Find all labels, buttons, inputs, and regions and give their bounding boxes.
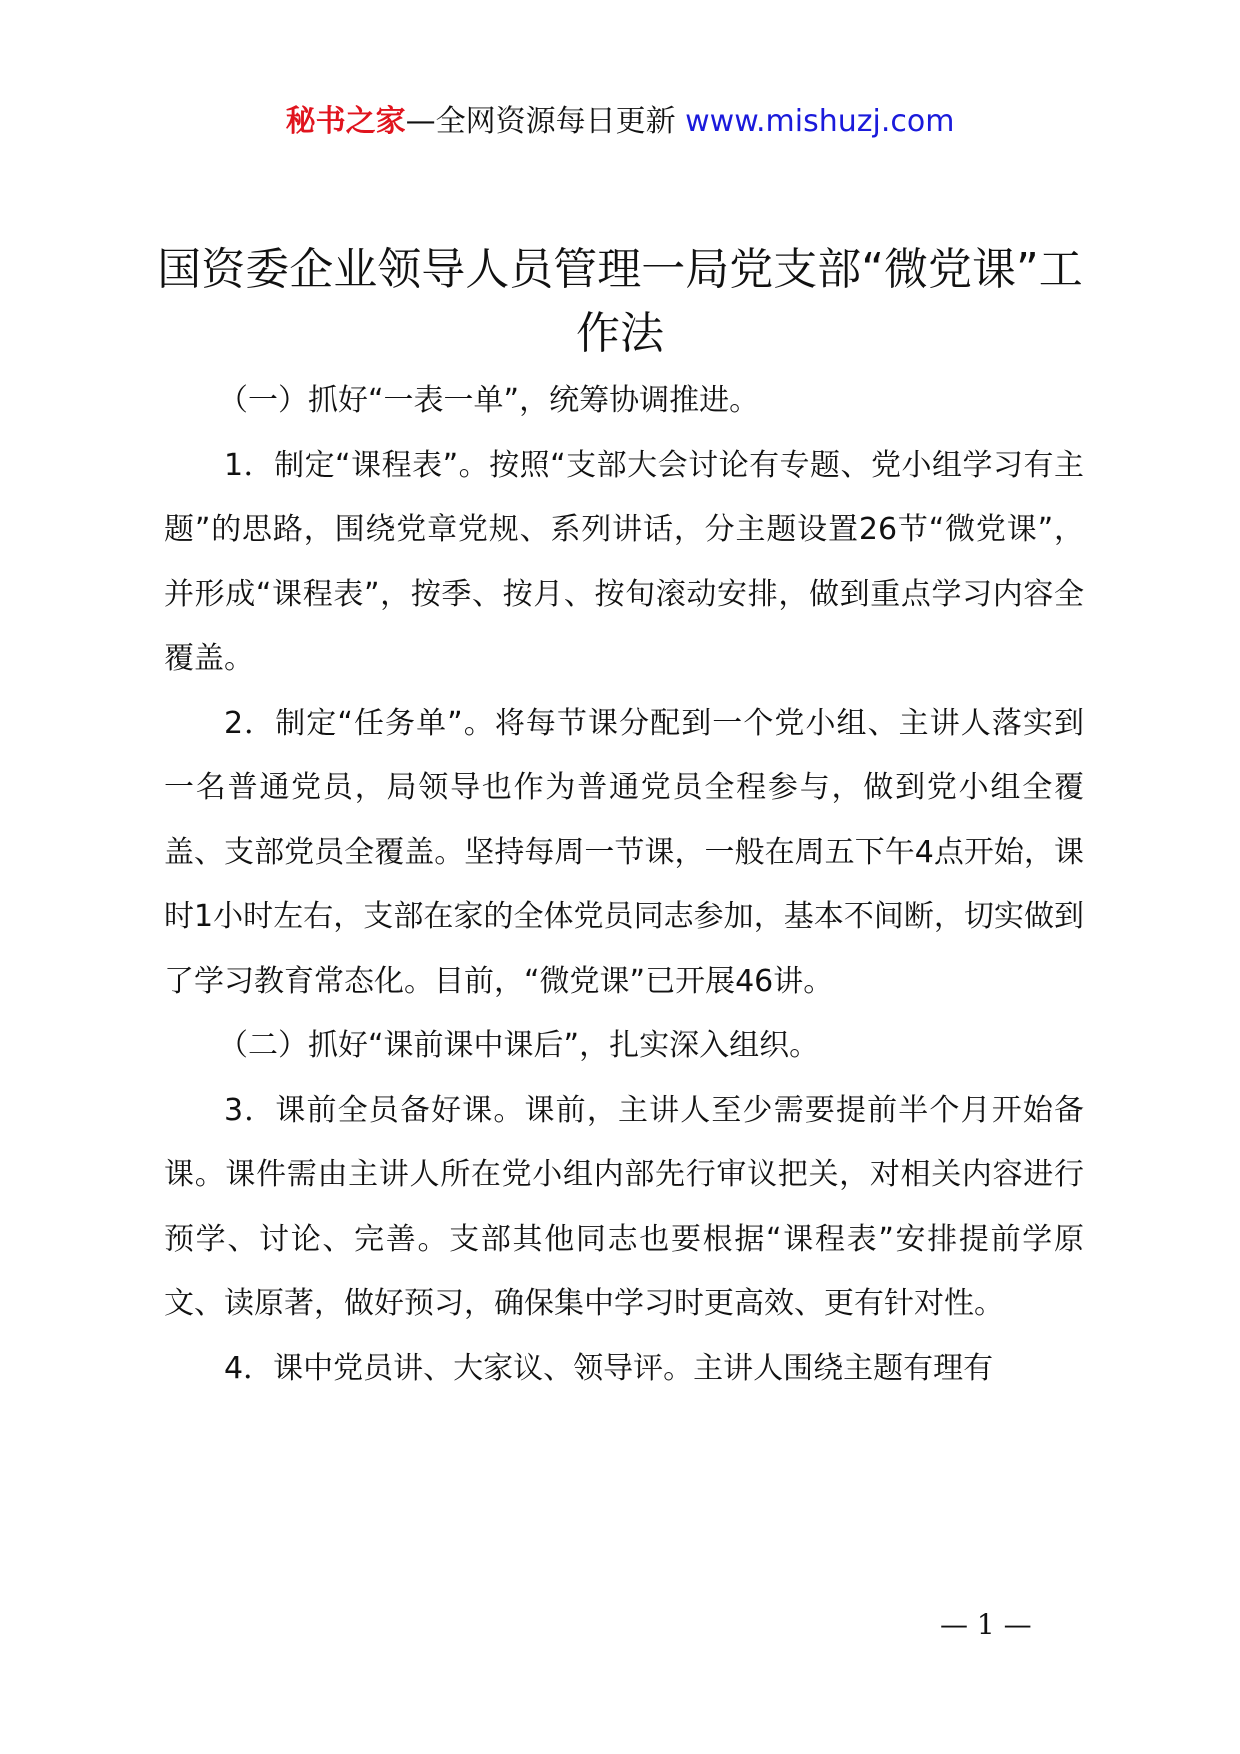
section-heading-2: （二）抓好“课前课中课后”，扎实深入组织。 — [218, 1028, 820, 1063]
site-url-link[interactable]: www.mishuzj.com — [685, 104, 955, 139]
paragraph-1: 1．制定“课程表”。按照“支部大会讨论有专题、党小组学习有主题”的思路，围绕党章党规、系列讲话，分主题设置26节“微党课”，并形成“课程表”，按季、按月、按旬滚动安排，做到重点学习内容全覆盖。 — [164, 447, 1084, 676]
document-title: 国资委企业领导人员管理一局党支部“微党课”工作法 — [157, 244, 1083, 359]
paragraph-2: 2．制定“任务单”。将每节课分配到一个党小组、主讲人落实到一名普通党员，局领导也作为普通党员全程参与，做到党小组全覆盖、支部党员全覆盖。坚持每周一节课，一般在周五下午4点开始，课时1小时左右，支部在家的全体党员同志参加，基本不间断，切实做到了学习教育常态化。目前，“微党课”已开展46讲。 — [164, 705, 1084, 999]
site-slogan: —全网资源每日更新 — [405, 104, 686, 139]
page-number: — 1 — — [940, 1608, 1032, 1641]
section-heading-1: （一）抓好“一表一单”，统筹协调推进。 — [218, 383, 760, 418]
site-header — [0, 102, 1240, 142]
site-brand: 秘书之家 — [285, 104, 406, 139]
paragraph-3: 3．课前全员备好课。课前，主讲人至少需要提前半个月开始备课。课件需由主讲人所在党小组内部先行审议把关，对相关内容进行预学、讨论、完善。支部其他同志也要根据“课程表”安排提前学原文、读原著，做好预习，确保集中学习时更高效、更有针对性。 — [164, 1092, 1084, 1321]
paragraph-4: 4．课中党员讲、大家议、领导评。主讲人围绕主题有理有 — [224, 1350, 994, 1386]
document-body — [164, 369, 1084, 1401]
